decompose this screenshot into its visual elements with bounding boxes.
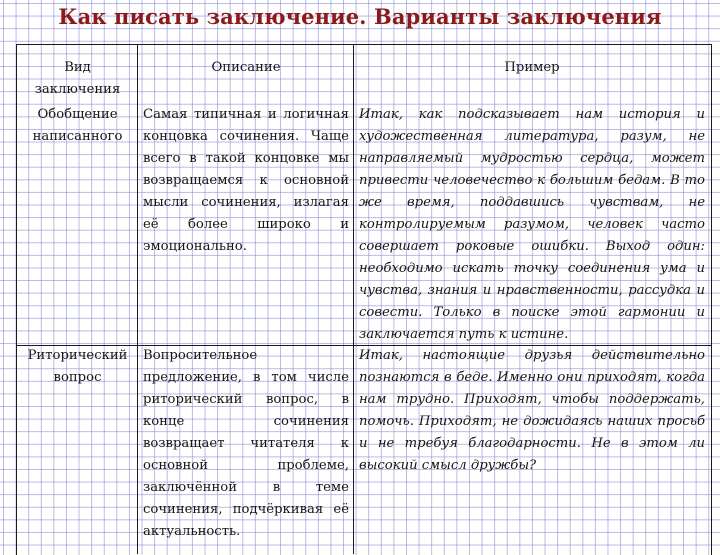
row-type: Риторический вопрос [27, 348, 128, 385]
row-type: Обобщение написанного [32, 107, 123, 144]
column-divider [353, 44, 354, 554]
column-divider [137, 44, 138, 554]
row-example: Итак, настоящие друзья действительно познаются в беде. Именно они приходят, когда нам трудно. Приходят, чтобы поддержать, помочь. Приходят, не дожидаясь наших просьб и не требуя благодарности. Не в этом ли высокий смысл дружбы? [359, 348, 705, 473]
header-type: Вид заключения [34, 60, 121, 97]
page-title: Как писать заключение. Варианты заключения [58, 4, 662, 29]
row-description: Самая типичная и логичная концовка сочинения. Чаще всего в такой концовке мы возвращаемся к основной мысли сочинения, излагая её более широко и эмоционально. [143, 107, 349, 254]
header-description: Описание [211, 60, 281, 75]
row-example: Итак, как подсказывает нам история и художественная литература, разум, не направляемый мудростью сердца, может привести человечество к большим бедам. В то же время, поддавшись чувствам, не контролируемым разумом, человек часто совершает роковые ошибки. Выход один: необходимо искать точку соединения ума и чувства, знания и нравственности, рассудка и совести. Только в поиске этой гармонии и заключается путь к истине. [359, 107, 705, 342]
row-description: Вопросительное предложение, в том числе риторический вопрос, в конце сочинения возвращает читателя к основной проблеме, заключённой в теме сочинения, подчёркивая её актуальность. [143, 348, 349, 539]
header-example: Пример [504, 60, 560, 75]
